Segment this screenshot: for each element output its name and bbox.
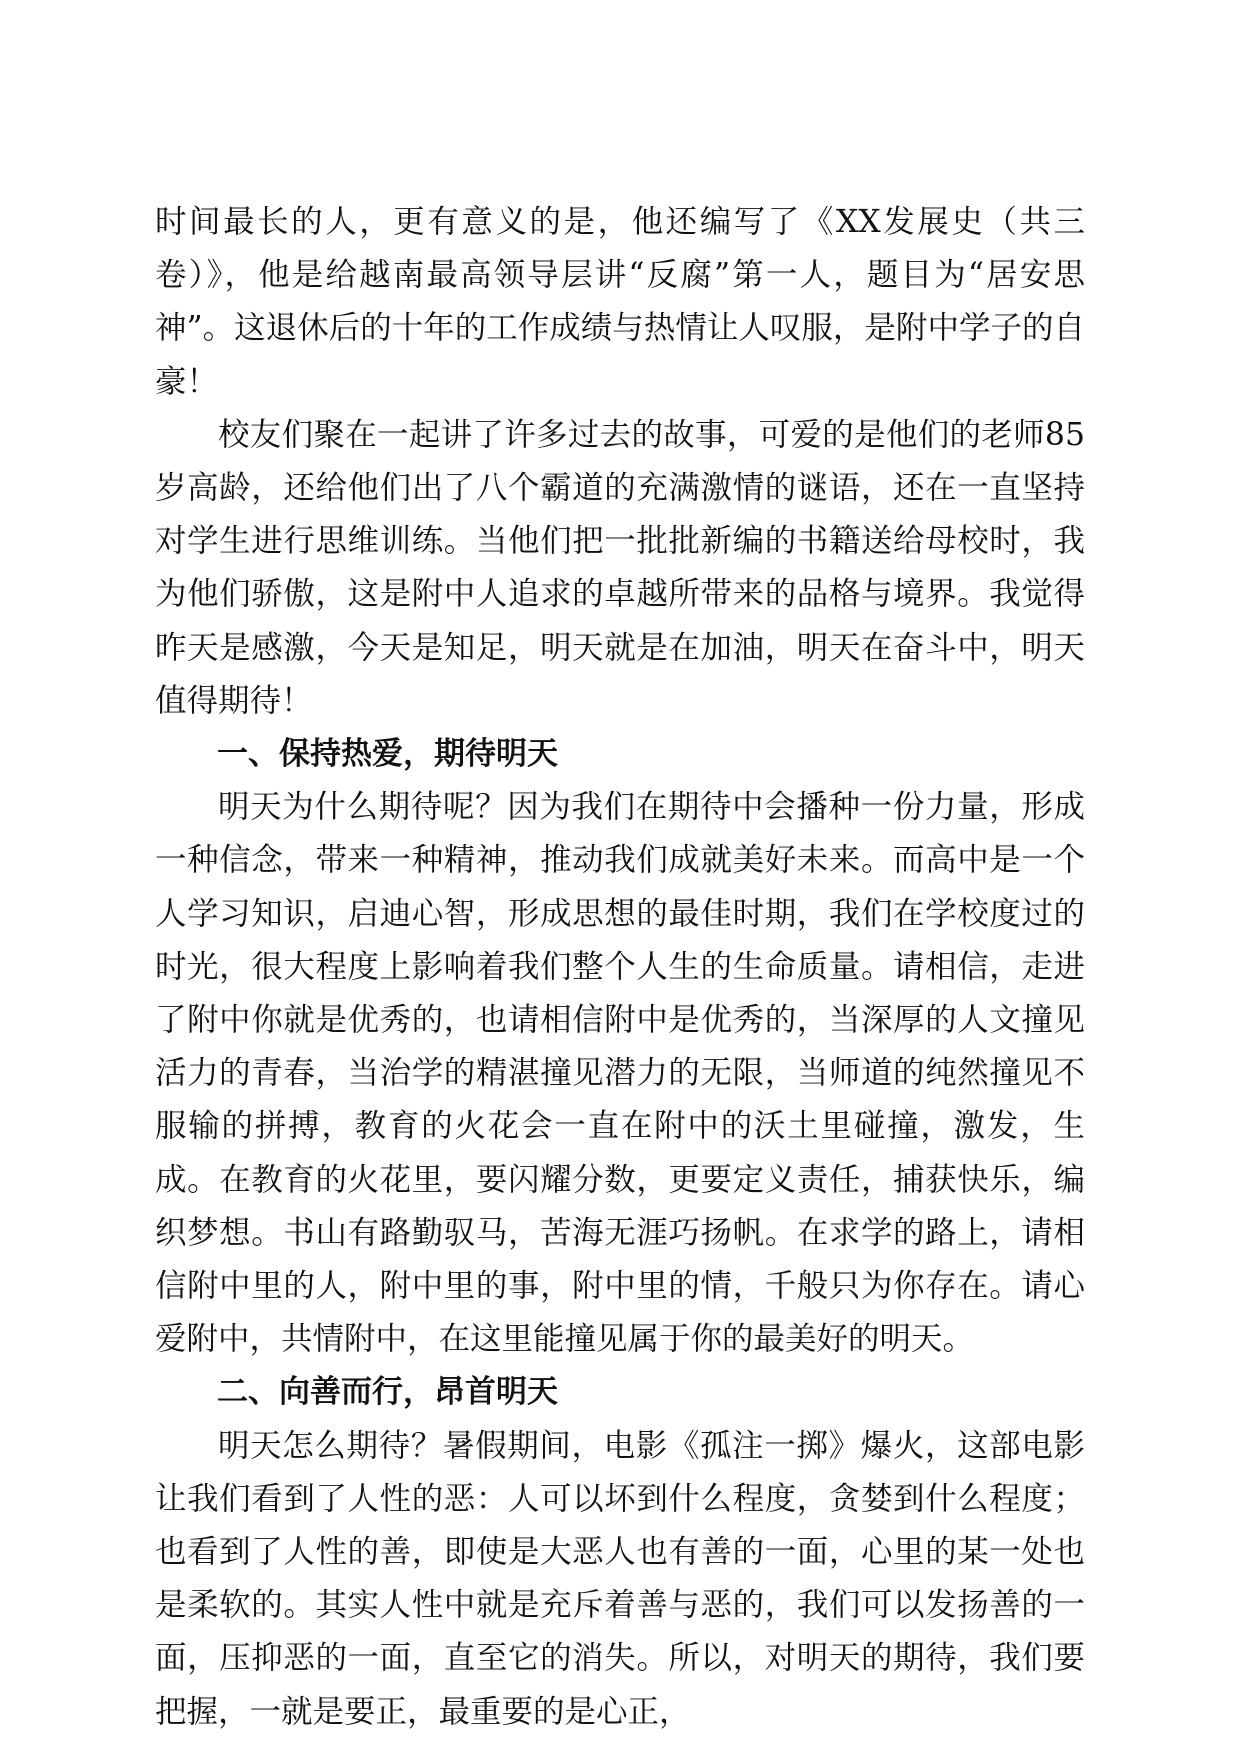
paragraph-continuation: 时间最长的人，更有意义的是，他还编写了《XX发展史（共三卷）》，他是给越南最高领导层讲“反腐”第一人，题目为“居安思神”。这退休后的十年的工作成绩与热情让人叹服，是附中学子的自豪！ <box>155 204 1085 400</box>
section-heading-1: 一、保持热爱，期待明天 <box>217 736 558 773</box>
section-heading-2: 二、向善而行，昂首明天 <box>217 1374 558 1411</box>
paragraph-why-expect: 明天为什么期待呢？因为我们在期待中会播种一份力量，形成一种信念，带来一种精神，推动我们成就美好未来。而高中是一个人学习知识，启迪心智，形成思想的最佳时期，我们在学校度过的时光，很大程度上影响着我们整个人生的生命质量。请相信，走进了附中你就是优秀的，也请相信附中是优秀的，当深厚的人文撞见活力的青春，当治学的精湛撞见潜力的无限，当师道的纯然撞见不服输的拼搏，教育的火花会一直在附中的沃土里碰撞，激发，生成。在教育的火花里，要闪耀分数，更要定义责任，捕获快乐，编织梦想。书山有路勤驭马，苦海无涯巧扬帆。在求学的路上，请相信附中里的人，附中里的事，附中里的情，千般只为你存在。请心爱附中，共情附中，在这里能撞见属于你的最美好的明天。 <box>155 789 1085 1358</box>
paragraph-alumni: 校友们聚在一起讲了许多过去的故事，可爱的是他们的老师85岁高龄，还给他们出了八个霸道的充满激情的谜语，还在一直坚持对学生进行思维训练。当他们把一批批新编的书籍送给母校时，我为他们骄傲，这是附中人追求的卓越所带来的品格与境界。我觉得昨天是感激，今天是知足，明天就是在加油，明天在奋斗中，明天值得期待！ <box>155 416 1085 719</box>
document-page <box>155 196 1085 1739</box>
paragraph-how-expect: 明天怎么期待？暑假期间，电影《孤注一掷》爆火，这部电影让我们看到了人性的恶：人可以坏到什么程度，贪婪到什么程度；也看到了人性的善，即使是大恶人也有善的一面，心里的某一处也是柔软的。其实人性中就是充斥着善与恶的，我们可以发扬善的一面，压抑恶的一面，直至它的消失。所以，对明天的期待，我们要把握，一就是要正，最重要的是心正， <box>155 1427 1085 1730</box>
